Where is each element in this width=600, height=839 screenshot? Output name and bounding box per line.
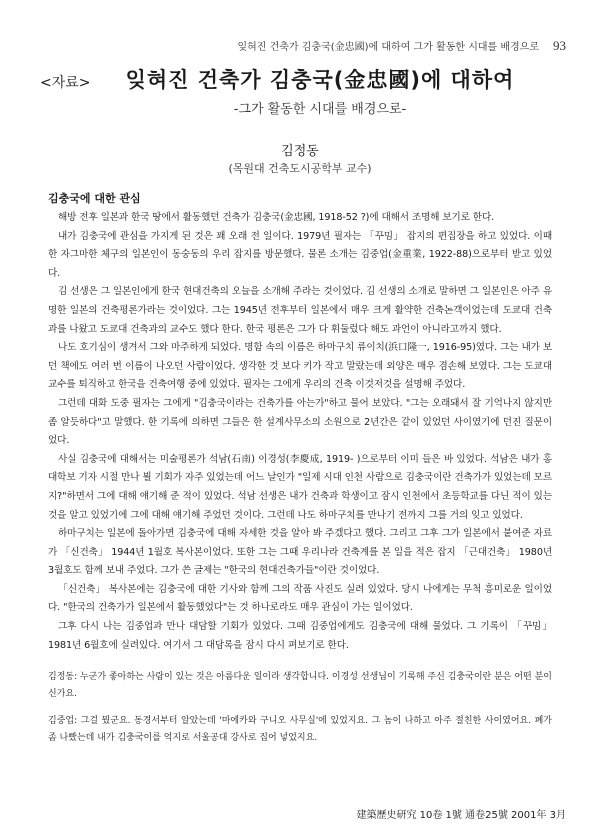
paragraph: 그런데 대화 도중 필자는 그에게 "김충국이라는 건축가를 아는가"하고 물어 보았다. "그는 오래돼서 잘 기억나지 않지만 좀 알듯하다"고 말했다. 한 기록에 의하면 그들은 한 설계사무소의 소원으로 2년간은 같이 있었던 사이였기에 던진 질문이었다.	[48, 397, 552, 447]
paragraph: 해방 전후 일본과 한국 땅에서 활동했던 건축가 김충국(金忠國, 1918-52 ?)에 대해서 조명해 보기로 한다.	[58, 212, 495, 223]
title-block	[40, 64, 560, 117]
paragraph: 내가 김충국에 관심을 가지게 된 것은 꽤 오래 전 일이다. 1979년 필자는 「꾸밈」 잡지의 편집장을 하고 있었다. 이때 한 자그마한 체구의 일본인이 동숭동의 우리 잡지를 방문했다. 물론 소개는 김중업(金重業, 1922-88)으로부터 받고 있었다.	[48, 230, 552, 279]
author-affiliation: (목원대 건축도시공학부 교수)	[228, 162, 372, 175]
article-subtitle: -그가 활동한 시대를 배경으로-	[233, 102, 407, 117]
paragraph: 사실 김충국에 대해서는 미술평론가 석남(石南) 이경성(李慶成, 1919- )으로부터 이미 들은 바 있었다. 석남은 내가 홍대학보 기자 시절 만나 뵐 기회가 자주 있었는데 어느 날인가 "일제 시대 인천 사람으로 김충국이란 건축가가 있었는데 모르지?"하면서 그에 대해 얘기해 준 적이 있었다. 석남 선생은 내가 건축과 학생이고 잠시 인천에서 초등학교를 다닌 적이 있는 것을 알고 있었기에 그에 대해 얘기해 주었던 것이다. 그런데 나도 하마구치를 만나기 전까지 그를 거의 잊고 있었다.	[48, 453, 552, 521]
interview-line: 김정동: 누군가 좋아하는 사람이 있는 것은 아름다운 일이라 생각합니다. 이경성 선생님이 기록해 주신 김충국이란 분은 어떤 분이신가요.	[48, 672, 552, 700]
journal-citation: 建築歷史研究 10卷 1號 通卷25號 2001年 3月	[356, 810, 566, 821]
article-tag: <자료>	[40, 75, 91, 91]
page-number: 93	[553, 38, 566, 53]
paragraph: 하마구치는 일본에 돌아가면 김충국에 대해 자세한 것을 알아 봐 주겠다고 했다. 그리고 그후 그가 일본에서 붙여준 자료가 「신건축」 1944년 1월호 복사본이었다. 또한 그는 그때 우리나라 건축계를 본 일을 적은 잡지 「근대건축」 1980년 3월호도 함께 보내 주었다. 그가 쓴 글제는 "한국의 현대건축가들"이란 것이었다.	[48, 528, 552, 577]
article-title: 잊혀진 건축가 김충국(金忠國)에 대하여	[125, 68, 515, 92]
paragraph: 김 선생은 그 일본인에게 한국 현대건축의 오늘을 소개해 주라는 것이었다. 김 선생의 소개로 말하면 그 일본인은 아주 유명한 일본의 건축평론가라는 것이었다. 그는 1945년 전후부터 일본에서 매우 크게 활약한 건축논객이었는데 도쿄대 건축과를 나왔고 도쿄대 건축과의 교수도 했다 한다. 한국 평론은 그가 다 휘둘렀다 해도 과언이 아니라고까지 했다.	[48, 286, 552, 335]
article-body	[48, 190, 552, 757]
paragraph: 나도 호기심이 생겨서 그와 마주하게 되었다. 명함 속의 이름은 하마구치 류이치(浜口隆一, 1916-95)였다. 그는 내가 보던 책에도 여러 번 이름이 나오던 사람이었다. 생각한 것 보다 키가 작고 말랐는데 외양은 매우 겸손해 보였다. 그는 도쿄대 교수를 퇴직하고 한국을 건축여행 중에 있었다. 필자는 그에게 우리의 건축 이것저것을 설명해 주었다.	[48, 342, 552, 391]
interview-block	[48, 669, 552, 747]
paragraph: 그후 다시 나는 김중업과 만나 대담할 기회가 있었다. 그때 김중업에게도 김충국에 대해 물었다. 그 기록이 「꾸밈」 1981년 6월호에 실려있다. 여기서 그 대담록을 잠시 다시 펴보기로 한다.	[48, 621, 552, 651]
interview-line: 김중업: 그걸 뭤군요. 동경서부터 알았는데 '마에카와 구니오 사무실'에 있었지요. 그 놈이 나하고 아주 절친한 사이였어요. 폐가 좀 나빴는데 내가 김충국이를 억지로 서울공대 강사로 집어 넣었지요.	[48, 716, 552, 744]
running-title: 잊혀진 건축가 김충국(金忠國)에 대하여 그가 활동한 시대를 배경으로	[237, 42, 539, 53]
running-header	[34, 38, 566, 54]
section-heading: 김충국에 대한 관심	[48, 192, 141, 205]
author-name: 김정동	[281, 144, 319, 159]
paragraph: 「신건축」 복사본에는 김충국에 대한 기사와 함께 그의 작품 사진도 실려 있었다. 당시 나에게는 무척 흥미로운 일이었다. "한국의 건축가가 일본에서 활동했었다"는 것 하나로라도 매우 관심이 가는 일이었다.	[48, 583, 552, 614]
